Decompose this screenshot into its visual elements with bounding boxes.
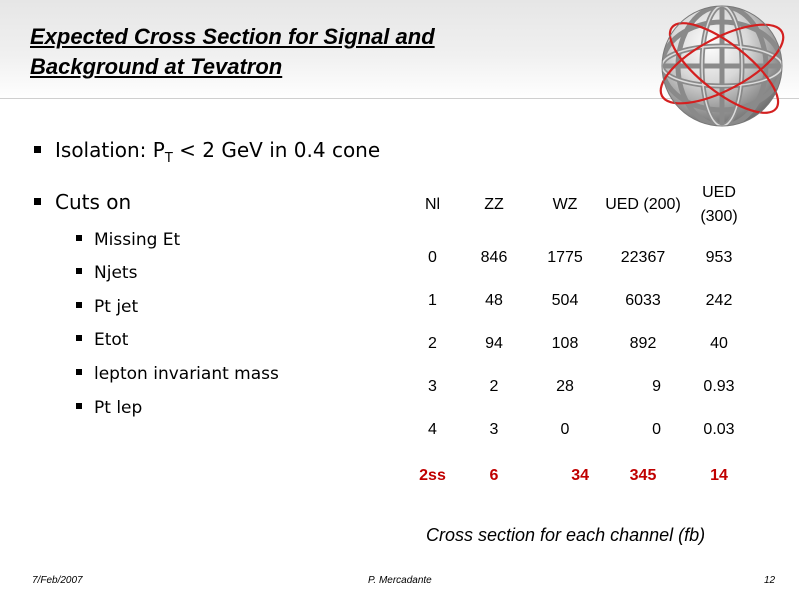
table-cell: 14: [710, 467, 728, 484]
bullet-isolation: [34, 138, 380, 166]
cut-item: [76, 330, 128, 350]
table-cell: 94: [485, 334, 503, 352]
table-cell: 48: [485, 291, 503, 309]
slide-title-line-2: Background at Tevatron: [30, 54, 283, 79]
bullet-square-icon: [76, 335, 82, 341]
table-cell: 0.03: [703, 420, 735, 438]
cut-item-label: lepton invariant mass: [94, 364, 279, 384]
table-cell: 2ss: [419, 467, 446, 484]
table-row-same-sign: [404, 451, 755, 501]
table-cell: 0: [428, 248, 437, 266]
table-row: [404, 236, 755, 279]
footer-date: 7/Feb/2007: [32, 575, 83, 586]
bullet-square-icon: [76, 302, 82, 308]
table-cell: 0: [560, 420, 570, 438]
cut-item-label: Pt jet: [94, 297, 139, 317]
table-header-cell: ZZ: [484, 195, 504, 213]
slide-title: [30, 22, 590, 82]
isolation-suffix: < 2 GeV in 0.4 cone: [172, 138, 381, 162]
table-cell: 1775: [547, 248, 583, 266]
table-cell: 28: [556, 377, 574, 395]
table-header-cell: WZ: [552, 195, 578, 213]
cut-item-label: Pt lep: [94, 398, 143, 418]
table-cell: 345: [629, 467, 657, 484]
table-cell: 892: [629, 334, 657, 352]
cross-section-table: [404, 173, 755, 501]
cut-item-label: Njets: [94, 263, 138, 283]
cut-item-label: Etot: [94, 330, 129, 350]
table-header-row: [404, 173, 755, 236]
table-cell: 3: [428, 377, 437, 395]
cut-item: [76, 263, 137, 283]
cuts-label: Cuts on: [55, 190, 132, 214]
table-row: [404, 322, 755, 365]
table-cell: 2: [428, 334, 437, 352]
table-row: [404, 408, 755, 451]
table-cell: 6033: [625, 291, 661, 309]
table-cell: 2: [489, 377, 499, 395]
table-row: [404, 279, 755, 322]
isolation-prefix: Isolation: P: [55, 138, 165, 162]
table-header-cell: Nl: [424, 195, 441, 213]
table-cell: 34: [571, 467, 589, 484]
isolation-subscript: T: [164, 151, 173, 166]
table-cell: 1: [428, 291, 437, 309]
table-caption: Cross section for each channel (fb): [426, 525, 706, 545]
table-cell: 504: [551, 291, 579, 309]
table-cell: 3: [489, 420, 499, 438]
table-cell: 242: [705, 291, 733, 309]
table-header-cell: UED (300): [700, 183, 738, 225]
footer-author: P. Mercadante: [368, 575, 432, 586]
footer-page-number: 12: [764, 575, 776, 586]
table-cell: 0.93: [703, 377, 735, 395]
cut-item: [76, 297, 138, 317]
bullet-square-icon: [76, 369, 82, 375]
bullet-square-icon: [76, 235, 82, 241]
table-cell: 846: [480, 248, 508, 266]
cut-item-label: Missing Et: [94, 230, 181, 250]
bullet-square-icon: [34, 198, 41, 205]
table-cell: 953: [705, 248, 733, 266]
slide-title-line-1: Expected Cross Section for Signal and: [30, 24, 435, 49]
bullet-square-icon: [34, 146, 41, 153]
bullet-square-icon: [76, 268, 82, 274]
bullet-square-icon: [76, 403, 82, 409]
cut-item: [76, 398, 142, 418]
table-cell: 0: [652, 420, 661, 438]
bullet-cuts: [34, 190, 131, 214]
table-cell: 108: [551, 334, 579, 352]
cut-item: [76, 364, 279, 384]
table-cell: 22367: [620, 248, 666, 266]
table-cell: 9: [652, 377, 661, 395]
table-row: [404, 365, 755, 408]
table-cell: 6: [489, 467, 499, 484]
table-cell: 4: [428, 420, 437, 438]
cut-item: [76, 230, 180, 250]
globe-logo-icon: [642, 2, 794, 132]
table-header-cell: UED (200): [605, 195, 681, 213]
table-cell: 40: [710, 334, 728, 352]
